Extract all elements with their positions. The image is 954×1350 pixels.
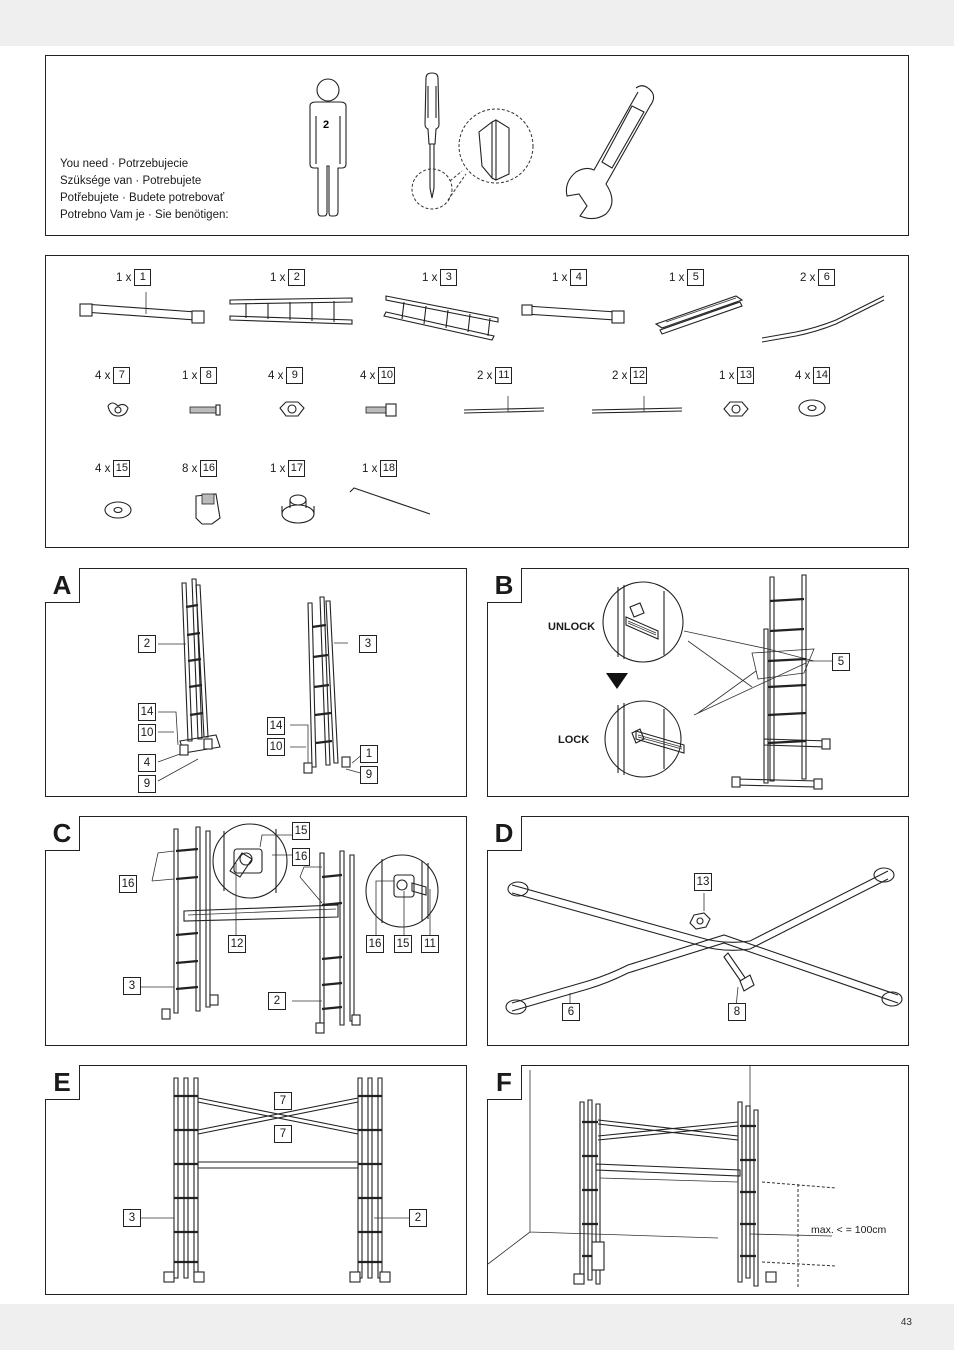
parts-drawing <box>46 256 910 549</box>
step-d-panel <box>487 816 909 1046</box>
callout-part-6: 6 <box>562 1003 580 1021</box>
part-label-12: 2 x 12 <box>612 367 647 384</box>
callout-part-16: 16 <box>292 848 310 866</box>
part-2-drawing <box>230 298 352 324</box>
page-number: 43 <box>900 1317 912 1328</box>
step-d-letter: D <box>487 816 522 851</box>
tools-drawing <box>46 56 910 237</box>
part-label-4: 1 x 4 <box>552 269 587 286</box>
ladder-3-drawing <box>290 597 364 774</box>
callout-part-11: 11 <box>421 935 439 953</box>
top-band <box>0 0 954 46</box>
callout-part-15: 15 <box>292 822 310 840</box>
room-walls <box>488 1066 832 1264</box>
person-count: 2 <box>323 119 330 131</box>
callout-part-9: 9 <box>360 766 378 784</box>
step-a-panel <box>45 568 467 797</box>
callout-part-2: 2 <box>409 1209 427 1227</box>
part-3-drawing <box>384 296 498 340</box>
tools-panel <box>45 55 909 236</box>
callout-part-2: 2 <box>138 635 156 653</box>
intro-line: You need · Potrzebujecie <box>60 158 189 170</box>
part-label-7: 4 x 7 <box>95 367 130 384</box>
bolt-8 <box>724 953 754 991</box>
part-label-11: 2 x 11 <box>477 367 512 384</box>
bottom-band <box>0 1304 954 1350</box>
step-b-panel <box>487 568 909 797</box>
step-f-letter: F <box>487 1065 522 1100</box>
callout-part-4: 4 <box>138 754 156 772</box>
step-f-drawing <box>488 1066 910 1296</box>
callout-part-14: 14 <box>267 717 285 735</box>
part-label-6: 2 x 6 <box>800 269 835 286</box>
callout-part-3: 3 <box>123 1209 141 1227</box>
parts-panel <box>45 255 909 548</box>
nut-13 <box>690 913 710 929</box>
part-label-14: 4 x 14 <box>795 367 830 384</box>
part-10-drawing <box>366 404 396 416</box>
part-5-drawing <box>656 296 742 334</box>
part-label-17: 1 x 17 <box>270 460 305 477</box>
lock-detail <box>605 701 684 777</box>
part-8-drawing <box>190 405 220 415</box>
callout-part-10: 10 <box>138 724 156 742</box>
unlock-detail <box>603 582 683 662</box>
callout-part-1: 1 <box>360 745 378 763</box>
callout-part-2: 2 <box>268 992 286 1010</box>
lock-label: LOCK <box>558 734 590 746</box>
part-12-drawing <box>592 396 682 413</box>
wrench-icon <box>566 86 653 219</box>
callout-part-14: 14 <box>138 703 156 721</box>
intro-line: Szüksége van · Potrebujete <box>60 175 202 187</box>
step-f-panel <box>487 1065 909 1295</box>
callout-part-16: 16 <box>119 875 137 893</box>
step-e-drawing <box>46 1066 468 1296</box>
step-e-panel <box>45 1065 467 1295</box>
max-height-label: max. < = 100cm <box>811 1224 887 1236</box>
step-b-drawing <box>488 569 910 798</box>
part-label-3: 1 x 3 <box>422 269 457 286</box>
callout-part-7: 7 <box>274 1125 292 1143</box>
callout-part-16: 16 <box>366 935 384 953</box>
part-11-drawing <box>464 396 544 413</box>
callout-part-8: 8 <box>728 1003 746 1021</box>
part-label-16: 8 x 16 <box>182 460 217 477</box>
part-label-2: 1 x 2 <box>270 269 305 286</box>
arrow-down-icon <box>606 673 628 689</box>
part-label-10: 4 x 10 <box>360 367 395 384</box>
platform-c <box>184 905 338 921</box>
scaffold-b <box>732 575 832 789</box>
part-label-15: 4 x 15 <box>95 460 130 477</box>
callout-part-5: 5 <box>832 653 850 671</box>
callout-part-3: 3 <box>123 977 141 995</box>
part-17-drawing <box>282 495 314 523</box>
part-7-drawing <box>108 403 128 416</box>
right-frame-e <box>350 1078 390 1282</box>
scaffold-f <box>574 1100 776 1286</box>
part-label-13: 1 x 13 <box>719 367 754 384</box>
left-ladder-c <box>162 827 218 1019</box>
part-label-5: 1 x 5 <box>669 269 704 286</box>
step-a-letter: A <box>45 568 80 603</box>
callout-part-9: 9 <box>138 775 156 793</box>
part-label-18: 1 x 18 <box>362 460 397 477</box>
step-b-letter: B <box>487 568 522 603</box>
callout-part-7: 7 <box>274 1092 292 1110</box>
part-label-9: 4 x 9 <box>268 367 303 384</box>
part-1-drawing <box>80 292 204 323</box>
part-9-drawing <box>280 402 304 416</box>
part-4-drawing <box>522 305 624 323</box>
left-frame-e <box>164 1078 204 1282</box>
part-label-8: 1 x 8 <box>182 367 217 384</box>
step-d-drawing <box>488 817 910 1047</box>
callout-part-13: 13 <box>694 873 712 891</box>
part-14-drawing <box>799 400 825 416</box>
part-13-drawing <box>724 402 748 416</box>
callout-part-12: 12 <box>228 935 246 953</box>
step-a-drawing <box>46 569 468 798</box>
right-ladder-c <box>316 851 360 1033</box>
callout-part-10: 10 <box>267 738 285 756</box>
part-15-drawing <box>105 502 131 518</box>
part-6-drawing <box>762 296 884 342</box>
callout-part-3: 3 <box>359 635 377 653</box>
step-e-letter: E <box>45 1065 80 1100</box>
unlock-label: UNLOCK <box>548 621 596 633</box>
intro-line: Potřebujete · Budete potrebovať <box>60 192 225 204</box>
step-c-drawing <box>46 817 468 1047</box>
intro-line: Potrebno Vam je · Sie benötigen: <box>60 209 229 221</box>
ladder-2-drawing <box>158 579 220 781</box>
person-icon <box>310 79 346 216</box>
part-18-drawing <box>350 488 430 514</box>
part-16-drawing <box>196 494 220 524</box>
callout-part-15: 15 <box>394 935 412 953</box>
step-c-panel <box>45 816 467 1046</box>
detail-c2 <box>366 855 438 927</box>
part-label-1: 1 x 1 <box>116 269 151 286</box>
screwdriver-icon <box>412 73 533 209</box>
step-c-letter: C <box>45 816 80 851</box>
